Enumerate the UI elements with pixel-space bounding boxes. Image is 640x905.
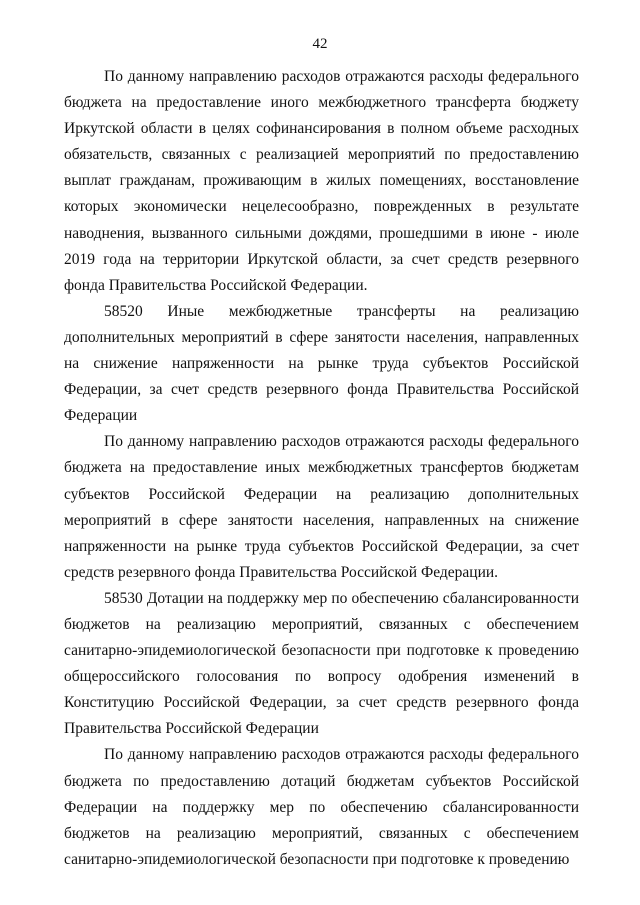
- document-body: [64, 64, 579, 873]
- paragraph-58520-heading: 58520 Иные межбюджетные трансферты на реализацию дополнительных мероприятий в сфере занятости населения, направленных на снижение напряженности на рынке труда субъектов Российской Федерации, за счет средств резервного фонда Правительства Российской Федерации: [64, 302, 579, 425]
- paragraph-58520-description: По данному направлению расходов отражаются расходы федерального бюджета на предоставление иных межбюджетных трансфертов бюджетам субъектов Российской Федерации на реализацию дополнительных мероприятий в сфере занятости населения, направленных на снижение напряженности на рынке труда субъектов Российской Федерации, за счет средств резервного фонда Правительства Российской Федерации.: [64, 433, 579, 581]
- paragraph-58530-heading: 58530 Дотации на поддержку мер по обеспечению сбалансированности бюджетов на реализацию мероприятий, связанных с обеспечением санитарно-эпидемиологической безопасности при подготовке к проведению общероссийского голосования по вопросу одобрения изменений в Конституцию Российской Федерации, за счет средств резервного фонда Правительства Российской Федерации: [64, 589, 579, 738]
- page-number: 42: [312, 36, 328, 52]
- paragraph-58530-description: По данному направлению расходов отражаются расходы федерального бюджета по предоставлению дотаций бюджетам субъектов Российской Федерации на поддержку мер по обеспечению сбалансированности бюджетов на реализацию мероприятий, связанных с обеспечением санитарно-эпидемиологической безопасности при подготовке к проведению: [64, 746, 579, 868]
- paragraph-irkutsk-transfer-description: По данному направлению расходов отражаются расходы федерального бюджета на предоставление иного межбюджетного трансферта бюджету Иркутской области в целях софинансирования в полном объеме расходных обязательств, связанных с реализацией мероприятий по предоставлению выплат гражданам, проживающим в жилых помещениях, восстановление которых экономически нецелесообразно, поврежденных в результате наводнения, вызванного сильными дождями, прошедшими в июне - июле 2019 года на территории Иркутской области, за счет средств резервного фонда Правительства Российской Федерации.: [64, 68, 579, 294]
